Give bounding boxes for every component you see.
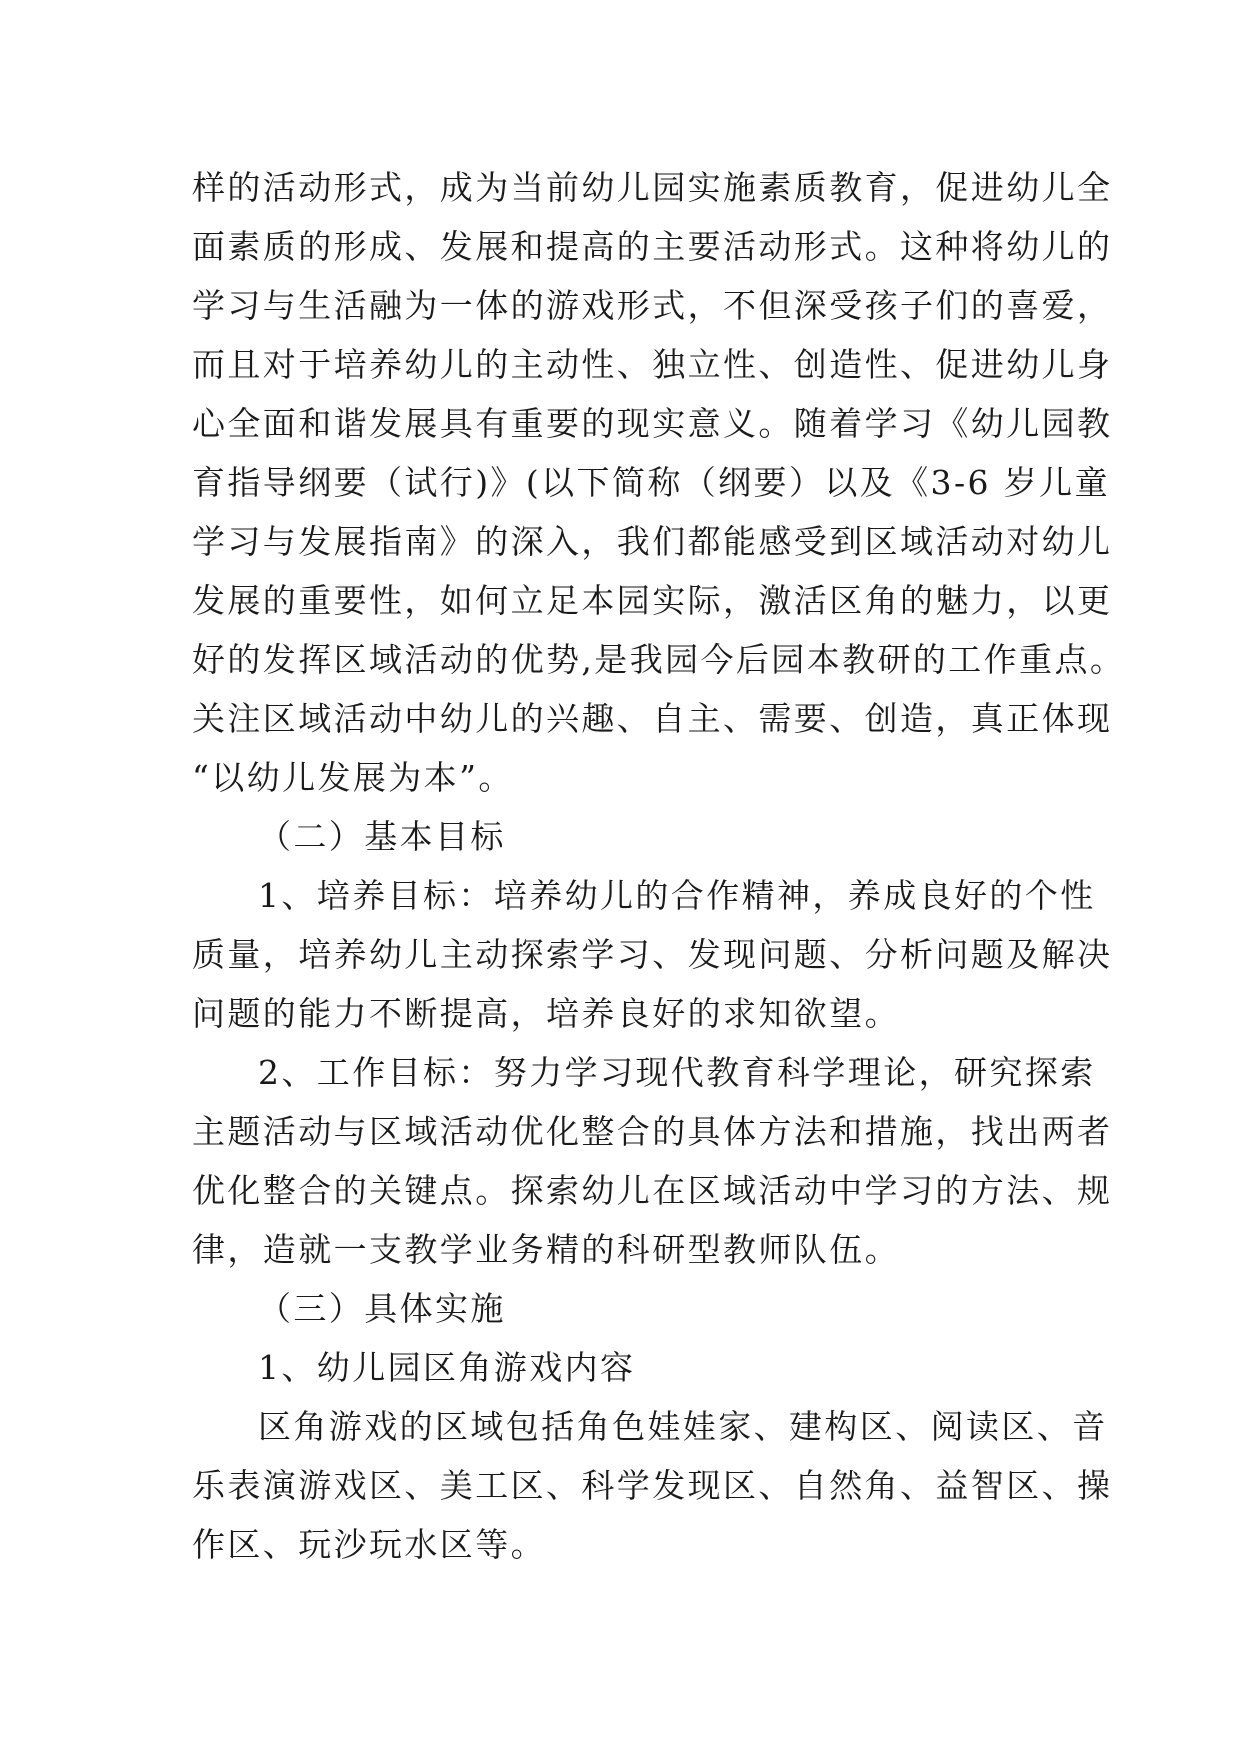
- paragraph-line: 心全面和谐发展具有重要的现实意义。随着学习《幼儿园教: [192, 404, 1113, 443]
- paragraph-line: 问题的能力不断提高，培养良好的求知欲望。: [192, 994, 900, 1033]
- section-heading: （三）具体实施: [258, 1289, 506, 1328]
- paragraph-line: 发展的重要性，如何立足本园实际，激活区角的魅力，以更: [192, 581, 1113, 620]
- paragraph-line: 1、培养目标：培养幼儿的合作精神，养成良好的个性: [258, 876, 1096, 915]
- paragraph-line: 乐表演游戏区、美工区、科学发现区、自然角、益智区、操: [192, 1466, 1113, 1505]
- paragraph-line: 样的活动形式，成为当前幼儿园实施素质教育，促进幼儿全: [192, 168, 1113, 207]
- paragraph-line: 律，造就一支教学业务精的科研型教师队伍。: [192, 1230, 900, 1269]
- paragraph-line: 关注区域活动中幼儿的兴趣、自主、需要、创造，真正体现: [192, 699, 1113, 738]
- paragraph-line: 质量，培养幼儿主动探索学习、发现问题、分析问题及解决: [192, 935, 1113, 974]
- paragraph-line: “以幼儿发展为本”。: [192, 758, 514, 797]
- paragraph-line: 2、工作目标：努力学习现代教育科学理论，研究探索: [258, 1053, 1096, 1092]
- paragraph-line: 主题活动与区域活动优化整合的具体方法和措施，找出两者: [192, 1112, 1113, 1151]
- section-heading: （二）基本目标: [258, 817, 506, 856]
- paragraph-line: 育指导纲要（试行)》(以下简称（纲要）以及《3-6 岁儿童: [192, 463, 1110, 502]
- paragraph-line: 优化整合的关键点。探索幼儿在区域活动中学习的方法、规: [192, 1171, 1113, 1210]
- subsection-heading: 1、幼儿园区角游戏内容: [258, 1348, 636, 1387]
- paragraph-line: 学习与发展指南》的深入，我们都能感受到区域活动对幼儿: [192, 522, 1113, 561]
- paragraph-line: 而且对于培养幼儿的主动性、独立性、创造性、促进幼儿身: [192, 345, 1113, 384]
- paragraph-line: 区角游戏的区域包括角色娃娃家、建构区、阅读区、音: [258, 1407, 1108, 1446]
- paragraph-line: 好的发挥区域活动的优势,是我园今后园本教研的工作重点。: [192, 640, 1126, 679]
- paragraph-line: 面素质的形成、发展和提高的主要活动形式。这种将幼儿的: [192, 227, 1113, 266]
- paragraph-line: 学习与生活融为一体的游戏形式，不但深受孩子们的喜爱，: [192, 286, 1113, 325]
- paragraph-line: 作区、玩沙玩水区等。: [192, 1525, 546, 1564]
